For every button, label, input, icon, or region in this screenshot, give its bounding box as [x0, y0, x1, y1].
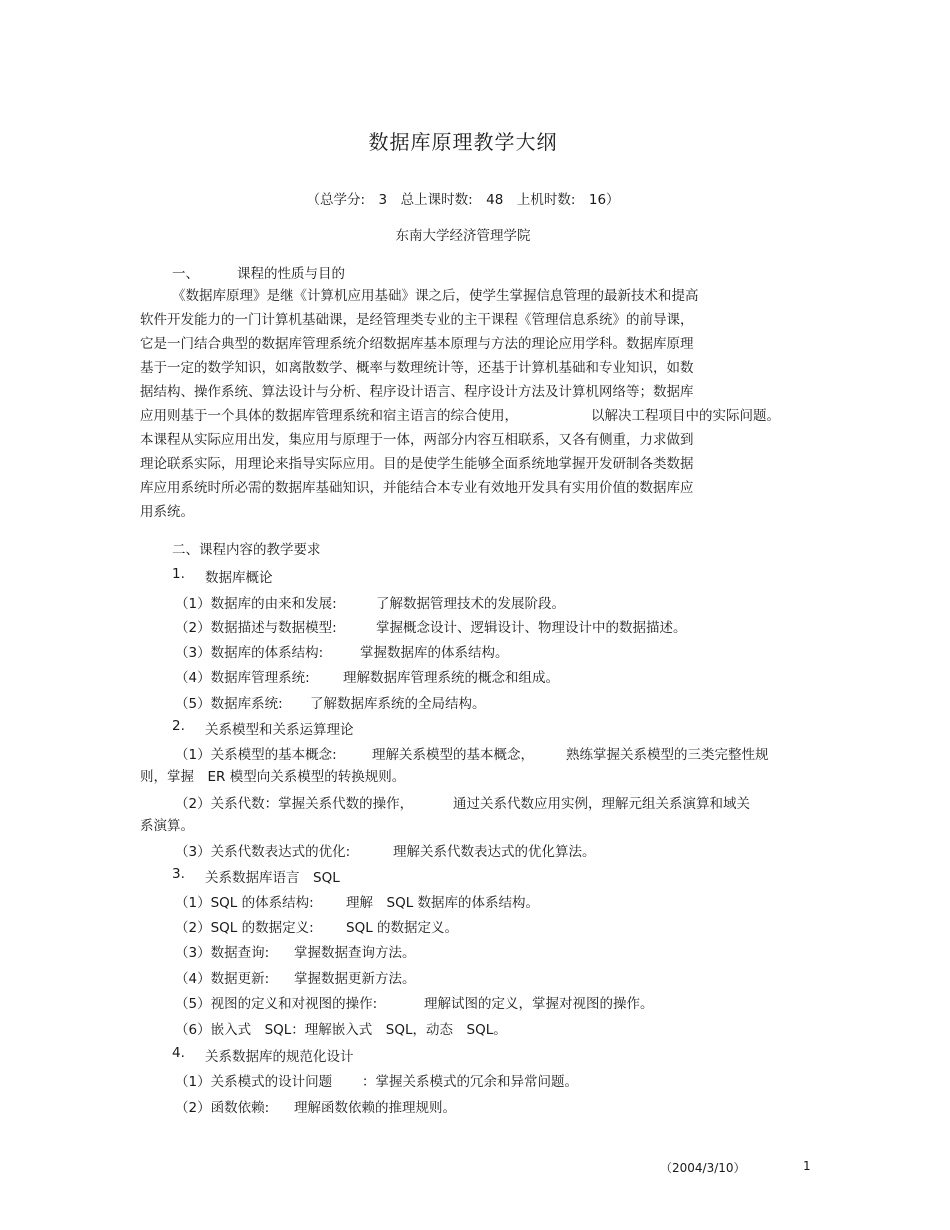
paragraph-line: 用系统。	[140, 504, 194, 520]
page-number: 1	[803, 1159, 811, 1173]
topic2-item-label: （2）关系代数：掌握关系代数的操作，	[175, 796, 414, 812]
topic3-item-label: （4）数据更新:	[175, 971, 270, 987]
topic2-item-text: 则，掌握 ER 模型向关系模型的转换规则。	[140, 769, 406, 785]
topic1-item-label: （2）数据描述与数据模型:	[175, 620, 337, 636]
topic3-item-text: SQL 的数据定义。	[346, 920, 459, 936]
topic3-item-label: （5）视图的定义和对视图的操作:	[175, 996, 378, 1012]
topic4-item-text: 理解函数依赖的推理规则。	[294, 1100, 456, 1116]
topic4-item-label: （1）关系模式的设计问题	[175, 1074, 333, 1090]
paragraph-line: 本课程从实际应用出发，集应用与原理于一体，两部分内容互相联系，又各有侧重，力求做到	[140, 432, 694, 448]
topic1-number: 1.	[172, 566, 185, 582]
topic2-item-text: 熟练掌握关系模型的三类完整性规	[566, 747, 769, 763]
credit-hours-line: （总学分: 3 总上课时数: 48 上机时数: 16）	[306, 192, 620, 208]
paragraph-line: 库应用系统时所必需的数据库基础知识，并能结合本专业有效地开发具有实用价值的数据库应	[140, 480, 694, 496]
topic1-item-text: 掌握数据库的体系结构。	[360, 645, 509, 661]
topic2-number: 2.	[172, 718, 185, 734]
paragraph-line: 理论联系实际，用理论来指导实际应用。目的是使学生能够全面系统地掌握开发研制各类数据	[140, 456, 694, 472]
topic1-item-text: 了解数据管理技术的发展阶段。	[376, 596, 565, 612]
topic3-label: 关系数据库语言 SQL	[205, 870, 340, 886]
paragraph-line: 它是一门结合典型的数据库管理系统介绍数据库基本原理与方法的理论应用学科。数据库原理	[140, 336, 694, 352]
topic3-item-label: （6）嵌入式 SQL：理解嵌入式 SQL，动态 SQL。	[175, 1022, 507, 1038]
topic2-item-text: 系演算。	[140, 818, 194, 834]
topic2-label: 关系模型和关系运算理论	[205, 722, 354, 738]
paragraph-line: 软件开发能力的一门计算机基础课，是经管理类专业的主干课程《管理信息系统》的前导课，	[140, 312, 694, 328]
paragraph-line: 据结构、操作系统、算法设计与分析、程序设计语言、程序设计方法及计算机网络等；数据库	[140, 384, 694, 400]
topic1-item-label: （3）数据库的体系结构:	[175, 645, 324, 661]
topic4-item-label: （2）函数依赖:	[175, 1100, 270, 1116]
topic3-item-label: （2）SQL 的数据定义:	[175, 920, 314, 936]
topic4-number: 4.	[172, 1045, 185, 1061]
topic3-item-text: 理解 SQL 数据库的体系结构。	[346, 895, 540, 911]
topic1-item-label: （1）数据库的由来和发展:	[175, 596, 337, 612]
topic3-item-text: 掌握数据查询方法。	[294, 945, 416, 961]
paragraph-line: 《数据库原理》是继《计算机应用基础》课之后，使学生掌握信息管理的最新技术和提高	[172, 288, 699, 304]
topic2-item-text: 理解关系代数表达式的优化算法。	[393, 844, 596, 860]
topic3-item-label: （3）数据查询:	[175, 945, 270, 961]
topic1-label: 数据库概论	[205, 570, 273, 586]
paragraph-line: 基于一定的数学知识，如离散数学、概率与数理统计等，还基于计算机基础和专业知识，如数	[140, 360, 694, 376]
topic1-item-text: 理解数据库管理系统的概念和组成。	[343, 670, 559, 686]
paragraph-line: 以解决工程项目中的实际问题。	[591, 408, 780, 424]
topic4-label: 关系数据库的规范化设计	[205, 1049, 354, 1065]
paragraph-line: 应用则基于一个具体的数据库管理系统和宿主语言的综合使用，	[140, 408, 518, 424]
section1-number: 一、	[172, 266, 199, 282]
topic3-item-text: 理解试图的定义，掌握对视图的操作。	[424, 996, 654, 1012]
topic3-number: 3.	[172, 866, 185, 882]
topic1-item-text: 掌握概念设计、逻辑设计、物理设计中的数据描述。	[376, 620, 687, 636]
topic1-item-label: （4）数据库管理系统:	[175, 670, 310, 686]
section1-heading: 课程的性质与目的	[237, 266, 345, 282]
topic2-item-label: （3）关系代数表达式的优化:	[175, 844, 351, 860]
topic1-item-text: 了解数据库系统的全局结构。	[310, 696, 486, 712]
topic1-item-label: （5）数据库系统:	[175, 696, 283, 712]
topic3-item-text: 掌握数据更新方法。	[294, 971, 416, 987]
section2-heading: 二、课程内容的教学要求	[172, 542, 321, 558]
document-title: 数据库原理教学大纲	[368, 130, 558, 154]
school-name: 东南大学经济管理学院	[395, 228, 531, 244]
topic2-item-text: 理解关系模型的基本概念，	[372, 747, 534, 763]
topic2-item-text: 通过关系代数应用实例，理解元组关系演算和域关	[453, 796, 750, 812]
topic2-item-label: （1）关系模型的基本概念:	[175, 747, 337, 763]
topic3-item-label: （1）SQL 的体系结构:	[175, 895, 314, 911]
footer-date: （2004/3/10）	[660, 1161, 746, 1175]
topic4-item-text: ：掌握关系模式的冗余和异常问题。	[362, 1074, 578, 1090]
